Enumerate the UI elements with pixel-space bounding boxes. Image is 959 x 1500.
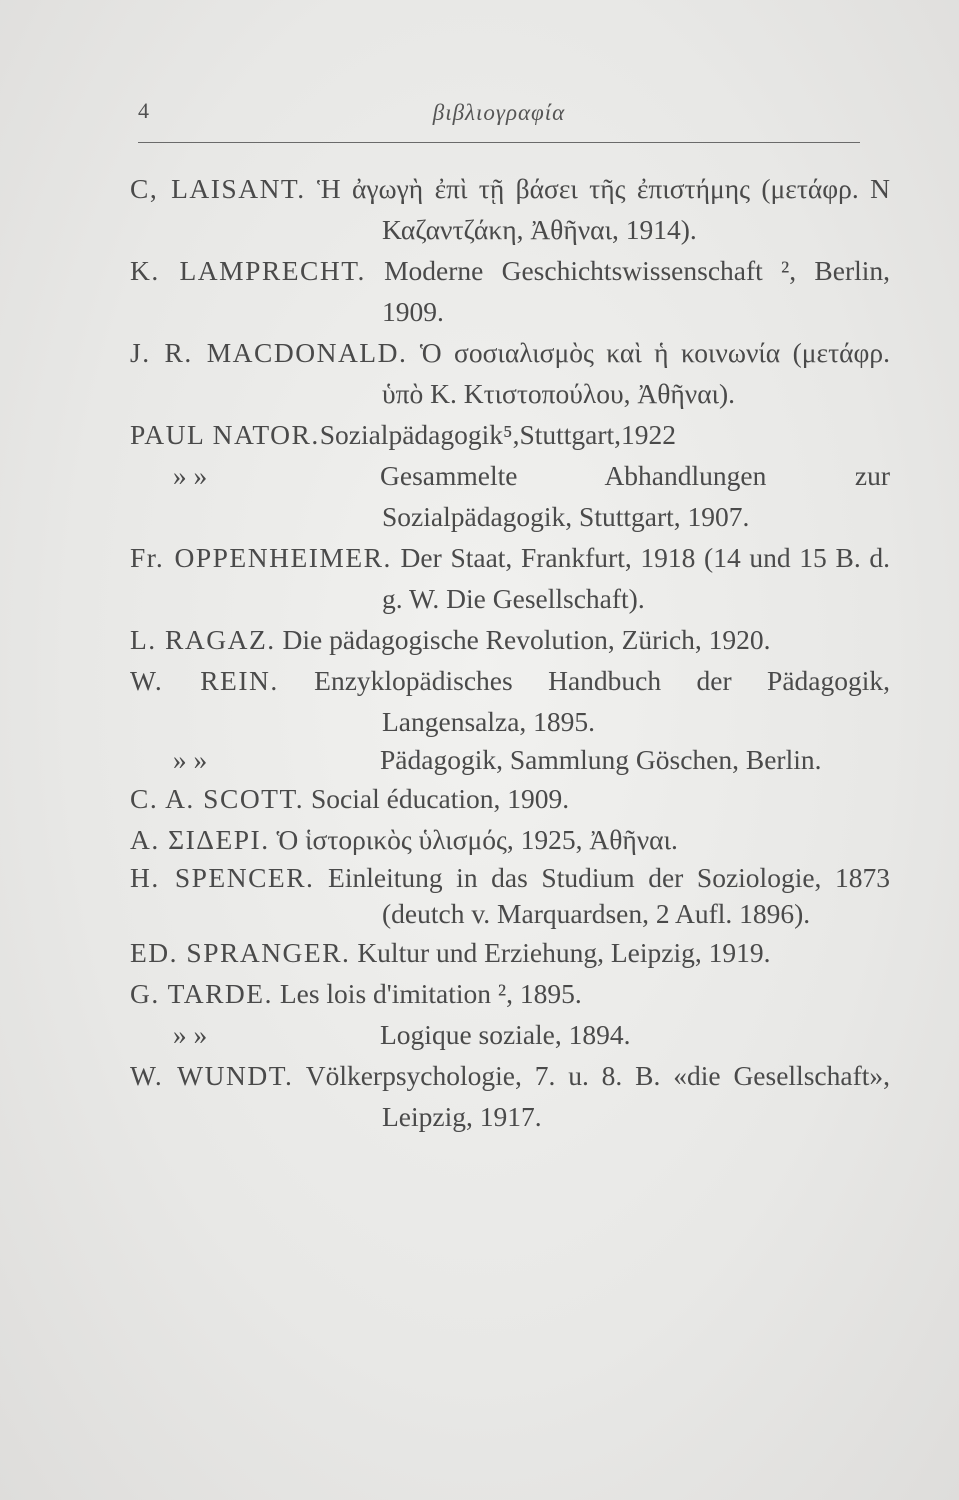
entry-text: Enzyklopädisches Handbuch der Pädagogik, Langensalza, 1895. [314, 665, 891, 737]
entry-text: Ἡ ἀγωγὴ ἐπὶ τῇ βάσει τῆς ἐπιστήμης (μετάφρ. Ν Καζαντζάκη, Ἀθῆναι, 1914). [316, 173, 891, 245]
bibliography-entry [130, 414, 890, 455]
bibliography-entry [130, 1014, 890, 1055]
entry-author: W. WUNDT. [130, 1060, 294, 1091]
entry-author: C, LAISANT. [130, 173, 306, 204]
entry-author: K. LAMPRECHT. [130, 255, 366, 286]
entry-text: Die pädagogische Revolution, Zürich, 1920. [282, 624, 771, 655]
bibliography-entry [130, 742, 890, 778]
entry-text: Kultur und Erziehung, Leipzig, 1919. [357, 937, 771, 968]
entry-author: A. ΣΙΔΕΡΙ. [130, 824, 270, 855]
bibliography-entry [130, 660, 890, 742]
entry-author [130, 1014, 380, 1055]
page-number: 4 [138, 98, 149, 123]
entry-author [130, 742, 380, 778]
bibliography-entry [130, 932, 890, 973]
entry-text: Moderne Geschichtswissenschaft ², Berlin, 1909. [382, 255, 891, 327]
bibliography-entry [130, 819, 890, 860]
bibliography-entry [130, 250, 890, 332]
bibliography-entry [130, 455, 890, 537]
bibliography-entry [130, 973, 890, 1014]
page-header [138, 98, 860, 143]
entry-author: L. RAGAZ. [130, 624, 276, 655]
running-title: βιβλιογραφία [432, 100, 566, 125]
bibliography-entry [130, 1055, 890, 1137]
ditto-mark: » » [172, 1019, 208, 1050]
entry-text: Sozialpädagogik⁵,Stuttgart,1922 [319, 419, 677, 450]
bibliography-entry [130, 860, 890, 932]
entry-author: G. TARDE. [130, 978, 273, 1009]
entry-author: Fr. OPPENHEIMER. [130, 542, 392, 573]
bibliography-entry [130, 168, 890, 250]
entry-text: Social éducation, 1909. [311, 783, 570, 814]
ditto-mark: » » [172, 744, 208, 775]
bibliography-list [130, 168, 890, 1137]
ditto-mark: » » [172, 460, 208, 491]
entry-author: ED. SPRANGER. [130, 937, 351, 968]
entry-author: W. REIN. [130, 665, 279, 696]
entry-text: Ὁ ἱστορικὸς ὑλισμός, 1925, Ἀθῆναι. [276, 824, 678, 855]
entry-text: Ὁ σοσιαλισμὸς καὶ ἡ κοινωνία (μετάφρ. ὑπὸ Κ. Κτιστοπούλου, Ἀθῆναι). [382, 337, 891, 409]
entry-text: Pädagogik, Sammlung Göschen, Berlin. [380, 744, 822, 775]
entry-author: H. SPENCER. [130, 862, 315, 893]
entry-text: Einleitung in das Studium der Soziologie, 1873 (deutch v. Marquardsen, 2 Aufl. 1896). [328, 862, 891, 929]
entry-text: Les lois d'imitation ², 1895. [279, 978, 582, 1009]
entry-text: Gesammelte Abhandlungen zur Sozialpädagogik, Stuttgart, 1907. [380, 460, 890, 532]
bibliography-entry [130, 537, 890, 619]
bibliography-entry [130, 619, 890, 660]
entry-author: C. A. SCOTT. [130, 783, 305, 814]
entry-text: Völkerpsychologie, 7. u. 8. B. «die Gesellschaft», Leipzig, 1917. [305, 1060, 890, 1132]
bibliography-entry [130, 778, 890, 819]
entry-author: PAUL NATOR. [130, 419, 320, 450]
entry-text: Der Staat, Frankfurt, 1918 (14 und 15 B. d. g. W. Die Gesellschaft). [382, 542, 890, 614]
bibliography-entry [130, 332, 890, 414]
entry-author [130, 455, 380, 496]
entry-text: Logique soziale, 1894. [380, 1019, 631, 1050]
entry-author: J. R. MACDONALD. [130, 337, 408, 368]
